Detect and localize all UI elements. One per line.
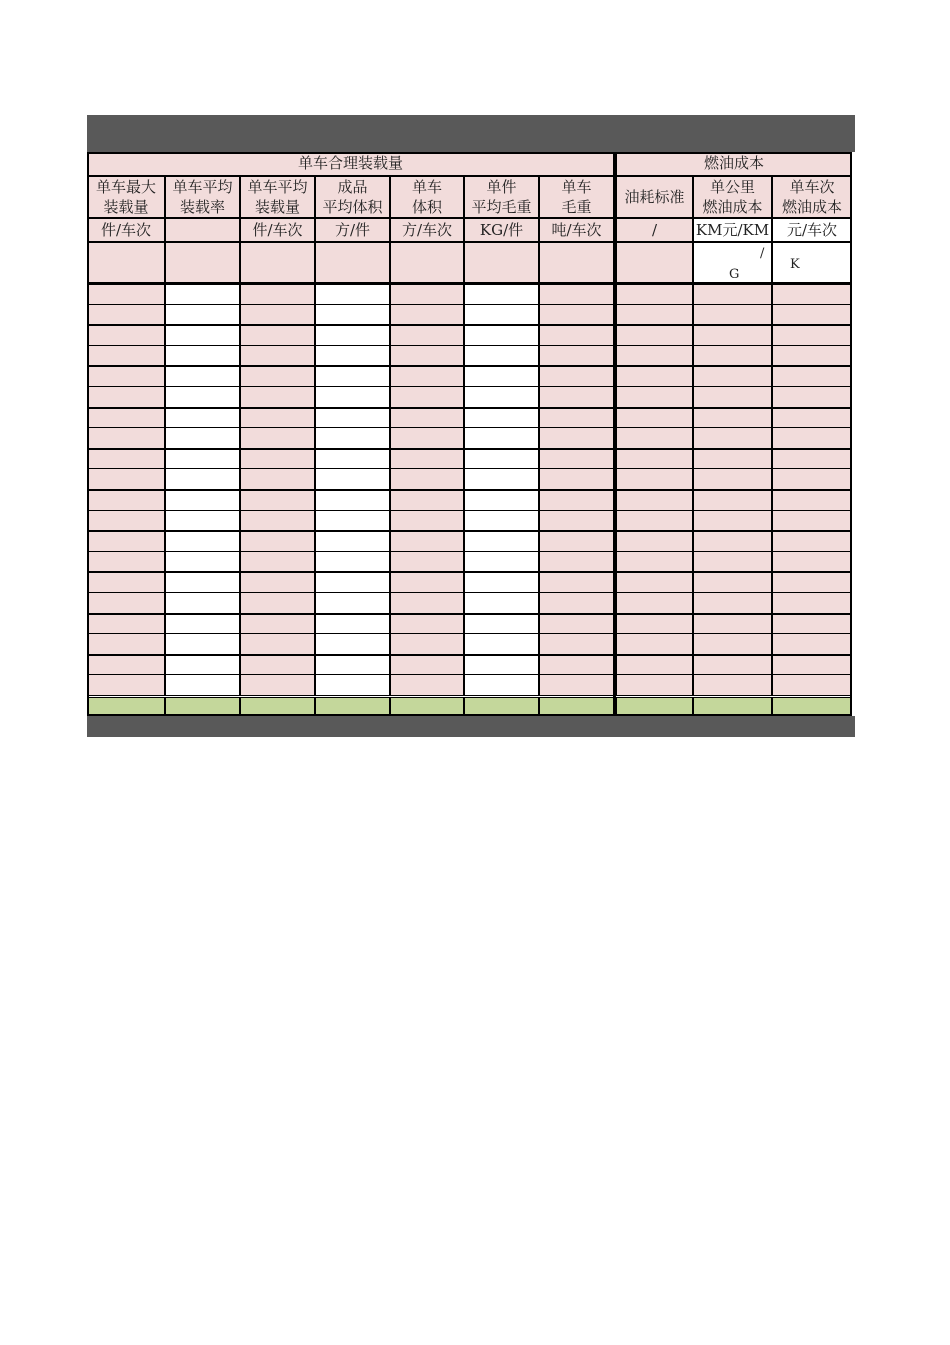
table-cell[interactable] bbox=[539, 510, 614, 532]
table-cell[interactable] bbox=[772, 427, 852, 449]
column-header-line1: 单车次 bbox=[789, 178, 835, 196]
column-header-line2: 毛重 bbox=[561, 198, 592, 216]
table-cell[interactable] bbox=[539, 551, 614, 573]
table-cell[interactable] bbox=[240, 407, 315, 429]
table-cell[interactable] bbox=[315, 654, 390, 676]
table-cell[interactable] bbox=[165, 407, 240, 429]
table-cell[interactable] bbox=[539, 345, 614, 367]
table-cell[interactable] bbox=[464, 633, 539, 655]
table-cell[interactable] bbox=[614, 489, 693, 511]
table-cell[interactable] bbox=[390, 324, 464, 346]
table-cell[interactable] bbox=[693, 551, 772, 573]
table-cell[interactable] bbox=[693, 283, 772, 305]
table-cell[interactable] bbox=[693, 407, 772, 429]
table-cell[interactable] bbox=[614, 613, 693, 635]
table-cell[interactable] bbox=[240, 468, 315, 490]
table-cell[interactable] bbox=[87, 633, 165, 655]
table-cell[interactable] bbox=[165, 674, 240, 696]
table-cell[interactable] bbox=[87, 468, 165, 490]
group-header-fuel: 燃油成本 bbox=[614, 152, 852, 176]
table-cell[interactable] bbox=[165, 468, 240, 490]
total-cell bbox=[165, 697, 240, 716]
table-cell[interactable] bbox=[464, 674, 539, 696]
table-cell[interactable] bbox=[539, 592, 614, 614]
table-cell[interactable] bbox=[693, 674, 772, 696]
header-band bbox=[87, 115, 855, 152]
table-cell[interactable] bbox=[87, 551, 165, 573]
table-cell[interactable] bbox=[390, 530, 464, 552]
unit-label: / bbox=[651, 221, 658, 239]
table-cell[interactable] bbox=[539, 448, 614, 470]
table-cell[interactable] bbox=[390, 592, 464, 614]
table-cell[interactable] bbox=[240, 304, 315, 326]
table-cell[interactable] bbox=[87, 592, 165, 614]
table-cell[interactable] bbox=[772, 407, 852, 429]
table-cell[interactable] bbox=[240, 530, 315, 552]
table-cell[interactable] bbox=[464, 407, 539, 429]
table-cell[interactable] bbox=[315, 427, 390, 449]
table-cell[interactable] bbox=[390, 551, 464, 573]
table-cell[interactable] bbox=[165, 448, 240, 470]
unit-label: 元/车次 bbox=[786, 221, 838, 239]
column-header-line1: 单车平均 bbox=[172, 178, 233, 196]
table-cell[interactable] bbox=[614, 592, 693, 614]
unit-cell bbox=[539, 218, 614, 242]
table-cell[interactable] bbox=[693, 304, 772, 326]
table-cell[interactable] bbox=[464, 530, 539, 552]
table-cell[interactable] bbox=[693, 613, 772, 635]
table-cell[interactable] bbox=[464, 365, 539, 387]
table-cell[interactable] bbox=[390, 345, 464, 367]
column-header-line2: 燃油成本 bbox=[781, 198, 842, 216]
table-cell[interactable] bbox=[87, 324, 165, 346]
unit-cell bbox=[693, 218, 772, 242]
blank-cell bbox=[165, 242, 240, 283]
total-cell bbox=[87, 697, 165, 716]
blank-cell bbox=[614, 242, 693, 283]
table-cell[interactable] bbox=[165, 571, 240, 593]
table-cell[interactable] bbox=[240, 489, 315, 511]
table-cell[interactable] bbox=[87, 654, 165, 676]
column-header-line1: 单车 bbox=[561, 178, 592, 196]
table-cell[interactable] bbox=[390, 674, 464, 696]
table-cell[interactable] bbox=[614, 427, 693, 449]
table-cell[interactable] bbox=[772, 386, 852, 408]
table-cell[interactable] bbox=[693, 468, 772, 490]
table-cell[interactable] bbox=[315, 448, 390, 470]
table-cell[interactable] bbox=[87, 489, 165, 511]
table-cell[interactable] bbox=[390, 365, 464, 387]
table-cell[interactable] bbox=[87, 613, 165, 635]
table-cell[interactable] bbox=[614, 530, 693, 552]
table-cell[interactable] bbox=[614, 386, 693, 408]
table-cell[interactable] bbox=[240, 613, 315, 635]
table-cell[interactable] bbox=[693, 365, 772, 387]
table-cell[interactable] bbox=[772, 613, 852, 635]
table-cell[interactable] bbox=[614, 510, 693, 532]
table-cell[interactable] bbox=[464, 510, 539, 532]
table-cell[interactable] bbox=[390, 468, 464, 490]
table-cell[interactable] bbox=[315, 674, 390, 696]
total-cell bbox=[539, 697, 614, 716]
column-header-line2: 燃油成本 bbox=[702, 198, 763, 216]
table-cell[interactable] bbox=[165, 613, 240, 635]
table-cell[interactable] bbox=[87, 386, 165, 408]
total-cell bbox=[240, 697, 315, 716]
column-header-line1: 单车 bbox=[411, 178, 442, 196]
table-cell[interactable] bbox=[539, 407, 614, 429]
column-header-line2: 装载量 bbox=[103, 198, 149, 216]
table-cell[interactable] bbox=[539, 674, 614, 696]
table-cell[interactable] bbox=[614, 571, 693, 593]
table-cell[interactable] bbox=[390, 448, 464, 470]
table-cell[interactable] bbox=[772, 530, 852, 552]
table-cell[interactable] bbox=[693, 592, 772, 614]
table-cell[interactable] bbox=[87, 304, 165, 326]
unit-cell bbox=[772, 218, 852, 242]
table-cell[interactable] bbox=[315, 283, 390, 305]
table-cell[interactable] bbox=[165, 324, 240, 346]
table-cell[interactable] bbox=[240, 345, 315, 367]
table-cell[interactable] bbox=[693, 448, 772, 470]
slash-mark: / bbox=[760, 246, 765, 261]
table-cell[interactable] bbox=[693, 654, 772, 676]
table-cell[interactable] bbox=[165, 283, 240, 305]
table-cell[interactable] bbox=[614, 551, 693, 573]
table-cell[interactable] bbox=[240, 324, 315, 346]
column-header-line2: 体积 bbox=[411, 198, 442, 216]
unit-cell bbox=[614, 218, 693, 242]
unit-label: 吨/车次 bbox=[551, 221, 602, 239]
table-cell[interactable] bbox=[693, 345, 772, 367]
column-header bbox=[772, 176, 852, 218]
table-cell[interactable] bbox=[464, 345, 539, 367]
table-cell[interactable] bbox=[315, 592, 390, 614]
table-cell[interactable] bbox=[165, 551, 240, 573]
table-cell[interactable] bbox=[165, 489, 240, 511]
table-cell[interactable] bbox=[240, 674, 315, 696]
table-cell[interactable] bbox=[165, 304, 240, 326]
unit-cell bbox=[315, 218, 390, 242]
column-header bbox=[240, 176, 315, 218]
table-cell[interactable] bbox=[772, 489, 852, 511]
table-cell[interactable] bbox=[539, 324, 614, 346]
table-cell[interactable] bbox=[240, 592, 315, 614]
table-cell[interactable] bbox=[772, 592, 852, 614]
blank-cell bbox=[240, 242, 315, 283]
column-header bbox=[464, 176, 539, 218]
table-cell[interactable] bbox=[315, 407, 390, 429]
table-cell[interactable] bbox=[614, 407, 693, 429]
table-cell[interactable] bbox=[87, 674, 165, 696]
table-cell[interactable] bbox=[614, 345, 693, 367]
unit-label: 件/车次 bbox=[100, 221, 152, 239]
table-cell[interactable] bbox=[240, 633, 315, 655]
total-cell bbox=[464, 697, 539, 716]
table-cell[interactable] bbox=[464, 324, 539, 346]
table-cell[interactable] bbox=[240, 571, 315, 593]
blank-cell bbox=[87, 242, 165, 283]
table-cell[interactable] bbox=[315, 633, 390, 655]
table-cell[interactable] bbox=[315, 324, 390, 346]
table-cell[interactable] bbox=[693, 571, 772, 593]
unit-cell bbox=[464, 218, 539, 242]
unit-cell bbox=[390, 218, 464, 242]
table-cell[interactable] bbox=[87, 510, 165, 532]
table-cell[interactable] bbox=[539, 386, 614, 408]
table-cell[interactable] bbox=[772, 304, 852, 326]
total-cell bbox=[390, 697, 464, 716]
table-cell[interactable] bbox=[464, 283, 539, 305]
table-cell[interactable] bbox=[614, 448, 693, 470]
table-cell[interactable] bbox=[240, 283, 315, 305]
column-header bbox=[87, 176, 165, 218]
table-cell[interactable] bbox=[315, 365, 390, 387]
k-mark: K bbox=[790, 257, 800, 272]
unit-cell bbox=[165, 218, 240, 242]
table-cell[interactable] bbox=[390, 407, 464, 429]
table-cell[interactable] bbox=[614, 304, 693, 326]
table-cell[interactable] bbox=[539, 571, 614, 593]
column-header-line1: 单车最大 bbox=[95, 178, 156, 196]
table-cell[interactable] bbox=[390, 489, 464, 511]
column-header bbox=[614, 176, 693, 218]
table-cell[interactable] bbox=[693, 510, 772, 532]
total-cell bbox=[315, 697, 390, 716]
table-cell[interactable] bbox=[240, 427, 315, 449]
table-cell[interactable] bbox=[772, 654, 852, 676]
column-header-line2: 装载率 bbox=[179, 198, 225, 216]
table-cell[interactable] bbox=[464, 468, 539, 490]
table-cell[interactable] bbox=[539, 468, 614, 490]
table-cell[interactable] bbox=[390, 613, 464, 635]
column-header bbox=[165, 176, 240, 218]
table-cell[interactable] bbox=[464, 489, 539, 511]
table-cell[interactable] bbox=[772, 468, 852, 490]
blank-cell bbox=[464, 242, 539, 283]
column-header bbox=[539, 176, 614, 218]
group-header-loading: 单车合理装载量 bbox=[87, 152, 614, 176]
column-header-line1: 油耗标准 bbox=[624, 188, 685, 206]
total-cell bbox=[614, 697, 693, 716]
table-cell[interactable] bbox=[240, 551, 315, 573]
table-cell[interactable] bbox=[464, 551, 539, 573]
table-cell[interactable] bbox=[464, 654, 539, 676]
table-cell[interactable] bbox=[614, 324, 693, 346]
column-header-line2: 装载量 bbox=[254, 198, 300, 216]
table-cell[interactable] bbox=[87, 283, 165, 305]
table-cell[interactable] bbox=[614, 365, 693, 387]
table-cell[interactable] bbox=[390, 427, 464, 449]
table-cell[interactable] bbox=[693, 386, 772, 408]
footer-band bbox=[87, 716, 855, 737]
table-cell[interactable] bbox=[539, 283, 614, 305]
table-cell[interactable] bbox=[693, 633, 772, 655]
table-cell[interactable] bbox=[165, 345, 240, 367]
table-cell[interactable] bbox=[772, 283, 852, 305]
table-cell[interactable] bbox=[772, 365, 852, 387]
table-cell[interactable] bbox=[315, 468, 390, 490]
table-cell[interactable] bbox=[614, 468, 693, 490]
table-cell[interactable] bbox=[390, 304, 464, 326]
table-cell[interactable] bbox=[614, 283, 693, 305]
table-cell[interactable] bbox=[614, 654, 693, 676]
table-cell[interactable] bbox=[539, 613, 614, 635]
table-cell[interactable] bbox=[87, 571, 165, 593]
table-cell[interactable] bbox=[390, 654, 464, 676]
blank-cell bbox=[772, 242, 852, 283]
table-cell[interactable] bbox=[390, 510, 464, 532]
table-cell[interactable] bbox=[390, 633, 464, 655]
total-cell bbox=[772, 697, 852, 716]
column-header-line2: 平均毛重 bbox=[471, 198, 532, 216]
table-cell[interactable] bbox=[87, 448, 165, 470]
table-cell[interactable] bbox=[315, 510, 390, 532]
table-cell[interactable] bbox=[772, 345, 852, 367]
table-cell[interactable] bbox=[165, 427, 240, 449]
unit-label: 方/车次 bbox=[401, 221, 453, 239]
table-cell[interactable] bbox=[464, 571, 539, 593]
table-cell[interactable] bbox=[772, 510, 852, 532]
column-header-line2: 平均体积 bbox=[322, 198, 383, 216]
table-cell[interactable] bbox=[165, 592, 240, 614]
table-cell[interactable] bbox=[390, 571, 464, 593]
table-cell[interactable] bbox=[315, 304, 390, 326]
blank-cell bbox=[390, 242, 464, 283]
table-cell[interactable] bbox=[240, 448, 315, 470]
table-cell[interactable] bbox=[165, 654, 240, 676]
table-cell[interactable] bbox=[240, 654, 315, 676]
column-header-line1: 单件 bbox=[486, 178, 517, 196]
table-cell[interactable] bbox=[240, 386, 315, 408]
table-cell[interactable] bbox=[390, 283, 464, 305]
table-cell[interactable] bbox=[772, 448, 852, 470]
table-cell[interactable] bbox=[87, 365, 165, 387]
column-header bbox=[693, 176, 772, 218]
table-cell[interactable] bbox=[87, 407, 165, 429]
column-header-line1: 单公里 bbox=[709, 178, 755, 196]
table-cell[interactable] bbox=[315, 571, 390, 593]
unit-cell bbox=[240, 218, 315, 242]
table-cell[interactable] bbox=[693, 530, 772, 552]
unit-cell bbox=[87, 218, 165, 242]
table-cell[interactable] bbox=[539, 654, 614, 676]
table-cell[interactable] bbox=[464, 448, 539, 470]
table-cell[interactable] bbox=[464, 592, 539, 614]
table-cell[interactable] bbox=[464, 427, 539, 449]
table-cell[interactable] bbox=[464, 304, 539, 326]
column-header bbox=[390, 176, 464, 218]
table-cell[interactable] bbox=[165, 633, 240, 655]
blank-cell bbox=[315, 242, 390, 283]
table-cell[interactable] bbox=[315, 613, 390, 635]
table-cell[interactable] bbox=[772, 551, 852, 573]
column-header-line1: 单车平均 bbox=[247, 178, 308, 196]
table-cell[interactable] bbox=[614, 674, 693, 696]
table-cell[interactable] bbox=[772, 633, 852, 655]
unit-label: KG/件 bbox=[479, 221, 524, 239]
table-cell[interactable] bbox=[539, 489, 614, 511]
table-cell[interactable] bbox=[464, 613, 539, 635]
g-mark: G bbox=[729, 267, 740, 282]
table-cell[interactable] bbox=[315, 551, 390, 573]
table-cell[interactable] bbox=[390, 386, 464, 408]
table-cell[interactable] bbox=[315, 489, 390, 511]
table-cell[interactable] bbox=[315, 386, 390, 408]
table-cell[interactable] bbox=[693, 489, 772, 511]
column-header-line1: 成品 bbox=[337, 178, 368, 196]
table-cell[interactable] bbox=[240, 365, 315, 387]
unit-label: 方/件 bbox=[334, 221, 371, 239]
table-cell[interactable] bbox=[772, 571, 852, 593]
table-cell[interactable] bbox=[772, 324, 852, 346]
table-cell[interactable] bbox=[87, 345, 165, 367]
table-cell[interactable] bbox=[315, 530, 390, 552]
table-cell[interactable] bbox=[165, 386, 240, 408]
table-cell[interactable] bbox=[464, 386, 539, 408]
table-cell[interactable] bbox=[539, 427, 614, 449]
table-cell[interactable] bbox=[87, 530, 165, 552]
column-header bbox=[315, 176, 390, 218]
table-cell[interactable] bbox=[693, 324, 772, 346]
table-cell[interactable] bbox=[772, 674, 852, 696]
table-cell[interactable] bbox=[539, 304, 614, 326]
table-cell[interactable] bbox=[165, 510, 240, 532]
unit-label: KM元/KM bbox=[695, 221, 770, 239]
table-cell[interactable] bbox=[165, 530, 240, 552]
table-cell[interactable] bbox=[240, 510, 315, 532]
table-cell[interactable] bbox=[315, 345, 390, 367]
total-cell bbox=[693, 697, 772, 716]
unit-label: 件/车次 bbox=[252, 221, 303, 239]
table-cell[interactable] bbox=[87, 427, 165, 449]
table-cell[interactable] bbox=[539, 365, 614, 387]
table-cell[interactable] bbox=[165, 365, 240, 387]
table-cell[interactable] bbox=[693, 427, 772, 449]
table-cell[interactable] bbox=[614, 633, 693, 655]
table-cell[interactable] bbox=[539, 530, 614, 552]
blank-cell bbox=[539, 242, 614, 283]
spreadsheet-table bbox=[87, 152, 855, 716]
table-cell[interactable] bbox=[539, 633, 614, 655]
